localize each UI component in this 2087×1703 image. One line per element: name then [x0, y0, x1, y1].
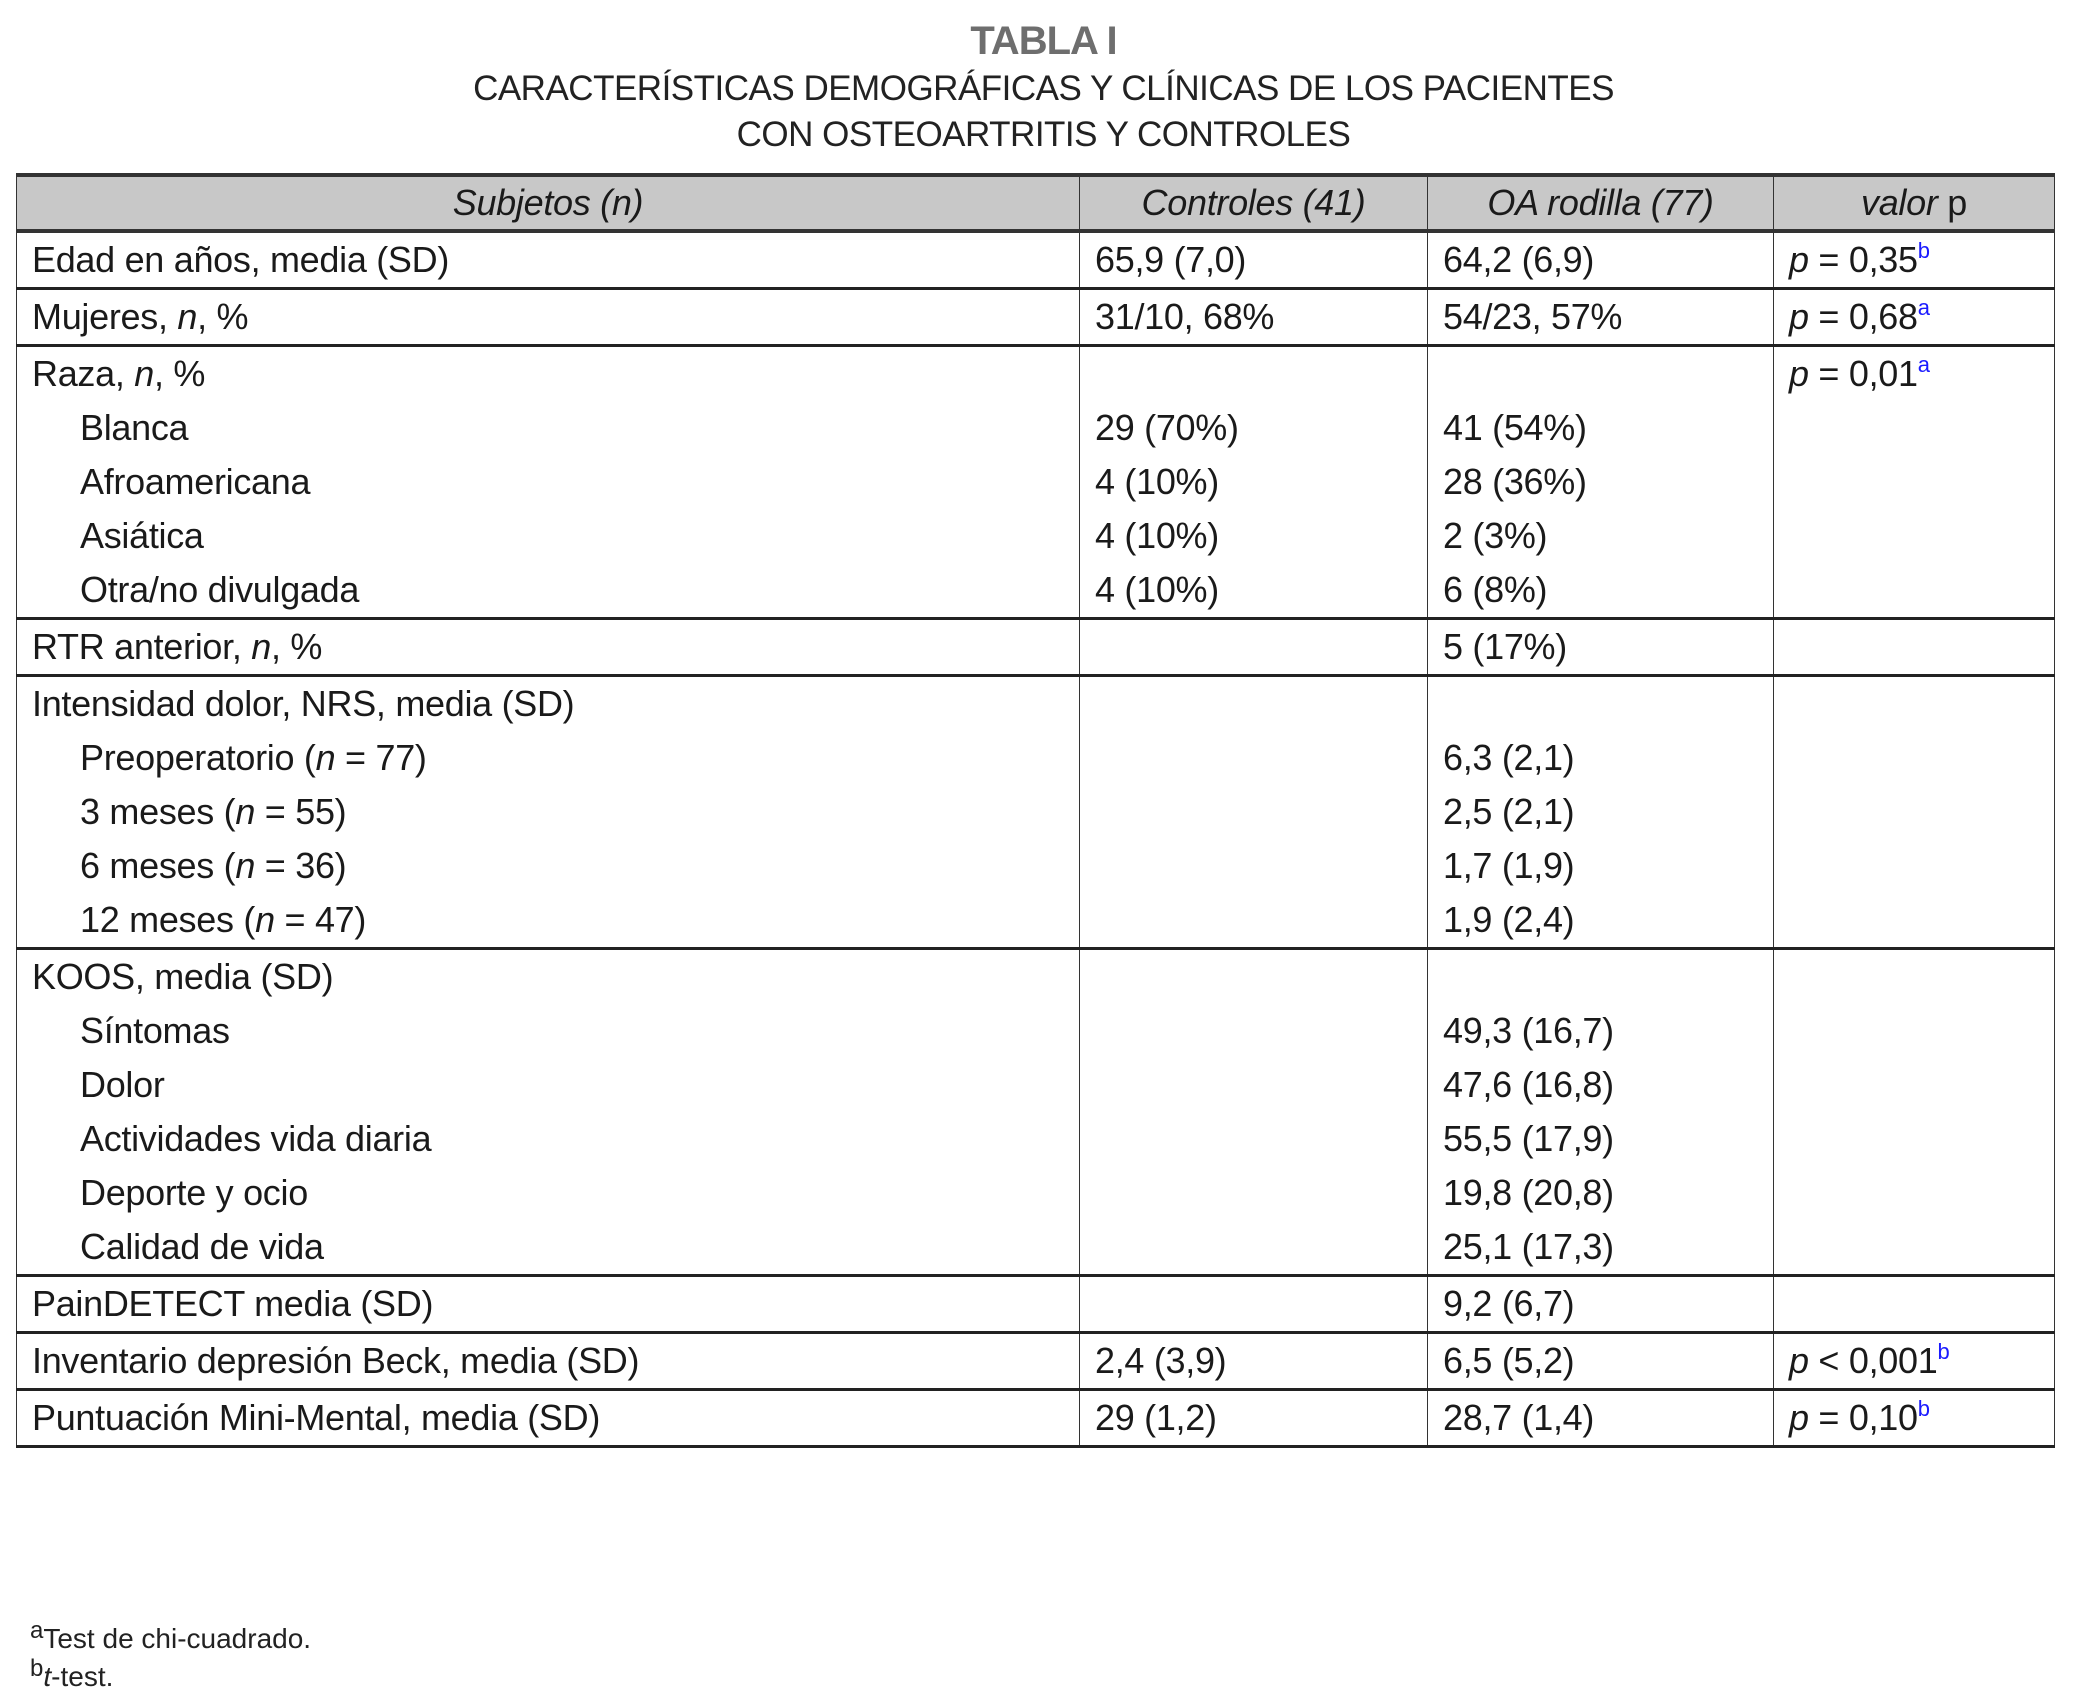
- oa-cell: [1428, 676, 1774, 949]
- footnote-mark: a: [1917, 295, 1930, 320]
- label-text: Otra/no divulgada: [80, 569, 360, 610]
- oa-cell: [1428, 1276, 1774, 1333]
- p-value: [1789, 290, 2054, 344]
- label-text: Blanca: [80, 407, 189, 448]
- p-symbol: p: [1789, 1397, 1809, 1438]
- label-text: Deporte y ocio: [80, 1172, 308, 1213]
- oa-cell: [1428, 619, 1774, 676]
- label-text: Dolor: [80, 1064, 165, 1105]
- controls-cell: [1080, 619, 1428, 676]
- footnote-mark: b: [1917, 238, 1930, 263]
- label-text: 6 meses (: [80, 845, 236, 886]
- pvalue-cell: [1774, 1390, 2055, 1447]
- italic-n: n: [315, 737, 336, 778]
- controls-value: [1095, 1058, 1427, 1112]
- row-label: [32, 233, 1079, 287]
- italic-n: n: [235, 845, 256, 886]
- controls-value: [1095, 1277, 1427, 1331]
- p-value: [1789, 1220, 2054, 1274]
- label-text: PainDETECT media (SD): [32, 1283, 434, 1324]
- row-label: [32, 677, 1079, 731]
- p-value-text: = 0,68: [1808, 296, 1918, 337]
- row-label: [32, 1004, 1079, 1058]
- controls-value: [1095, 785, 1427, 839]
- oa-cell: [1428, 1390, 1774, 1447]
- pvalue-header-p: p: [1937, 182, 1967, 223]
- subjects-cell: [17, 289, 1080, 346]
- row-label: [32, 563, 1079, 617]
- footnote-b: [30, 1655, 114, 1694]
- label-text: = 47): [274, 899, 367, 940]
- p-value: [1789, 563, 2054, 617]
- label-text: Actividades vida diaria: [80, 1118, 432, 1159]
- controls-cell: [1080, 676, 1428, 949]
- pvalue-header-italic: valor: [1861, 182, 1938, 223]
- controls-value: [1095, 893, 1427, 947]
- table-title-line-1: CARACTERÍSTICAS DEMOGRÁFICAS Y CLÍNICAS DE LOS PACIENTES: [473, 69, 1614, 108]
- oa-value: 41 (54%): [1443, 407, 1587, 448]
- header-row: [17, 175, 2055, 231]
- row-label: [32, 347, 1079, 401]
- oa-value: 55,5 (17,9): [1443, 1118, 1614, 1159]
- oa-value: 9,2 (6,7): [1443, 1283, 1575, 1324]
- label-text: , %: [153, 353, 206, 394]
- oa-value: 28,7 (1,4): [1443, 1397, 1595, 1438]
- p-value: [1789, 509, 2054, 563]
- pvalue-cell: [1774, 346, 2055, 619]
- oa-value: 1,7 (1,9): [1443, 845, 1575, 886]
- oa-value: 5 (17%): [1443, 626, 1567, 667]
- row-label: [32, 1220, 1079, 1274]
- oa-value: 2,5 (2,1): [1443, 791, 1575, 832]
- p-value-text: < 0,001: [1808, 1340, 1938, 1381]
- p-value: [1789, 1277, 2054, 1331]
- pvalue-cell: [1774, 231, 2055, 289]
- label-text: Asiática: [80, 515, 204, 556]
- controls-cell: [1080, 346, 1428, 619]
- label-text: Síntomas: [80, 1010, 230, 1051]
- p-symbol: p: [1789, 239, 1809, 280]
- oa-value: 19,8 (20,8): [1443, 1172, 1614, 1213]
- controls-value: 2,4 (3,9): [1095, 1340, 1227, 1381]
- label-text: RTR anterior,: [32, 626, 252, 667]
- controls-value: 29 (70%): [1095, 407, 1239, 448]
- footnote-b-mark: b: [30, 1655, 44, 1682]
- controls-value: [1095, 1220, 1427, 1274]
- p-value-text: = 0,01: [1808, 353, 1918, 394]
- controls-value: [1095, 1004, 1427, 1058]
- p-value: [1789, 839, 2054, 893]
- table-row-group: [17, 1390, 2055, 1447]
- oa-value: 25,1 (17,3): [1443, 1226, 1614, 1267]
- label-text: = 55): [255, 791, 347, 832]
- oa-value: 49,3 (16,7): [1443, 1010, 1614, 1051]
- p-value: [1789, 785, 2054, 839]
- italic-n: n: [177, 296, 198, 337]
- row-label: [32, 620, 1079, 674]
- label-text: Puntuación Mini-Mental, media (SD): [32, 1397, 601, 1438]
- controls-value: 31/10, 68%: [1095, 296, 1275, 337]
- table-row-group: [17, 1276, 2055, 1333]
- p-value: [1789, 233, 2054, 287]
- table-number: TABLA I: [970, 19, 1117, 63]
- italic-n: n: [134, 353, 154, 394]
- subjects-cell: [17, 1276, 1080, 1333]
- controls-value: [1095, 839, 1427, 893]
- column-header-controls: Controles (41): [1080, 175, 1428, 231]
- controls-value: [1095, 1166, 1427, 1220]
- label-text: Inventario depresión Beck, media (SD): [32, 1340, 640, 1381]
- footnote-a-text: Test de chi-cuadrado.: [43, 1623, 312, 1654]
- table-row-group: [17, 346, 2055, 619]
- controls-value: 4 (10%): [1095, 569, 1219, 610]
- italic-n: n: [255, 899, 275, 940]
- p-value: [1789, 1391, 2054, 1445]
- label-text: Intensidad dolor, NRS, media (SD): [32, 683, 575, 724]
- label-text: Edad en años, media (SD): [32, 239, 450, 280]
- controls-value: [1095, 1112, 1427, 1166]
- row-label: [32, 401, 1079, 455]
- subjects-cell: [17, 676, 1080, 949]
- row-label: [32, 1277, 1079, 1331]
- label-text: Preoperatorio (: [80, 737, 316, 778]
- subjects-cell: [17, 949, 1080, 1276]
- controls-value: 29 (1,2): [1095, 1397, 1217, 1438]
- label-text: Raza,: [32, 353, 135, 394]
- p-value-text: = 0,10: [1808, 1397, 1918, 1438]
- row-label: [32, 950, 1079, 1004]
- p-value: [1789, 455, 2054, 509]
- p-value: [1789, 401, 2054, 455]
- footnote-b-text: -test.: [51, 1661, 114, 1692]
- subjects-cell: [17, 346, 1080, 619]
- pvalue-cell: [1774, 676, 2055, 949]
- row-label: [32, 1112, 1079, 1166]
- p-value: [1789, 347, 2054, 401]
- row-label: [32, 1166, 1079, 1220]
- pvalue-cell: [1774, 619, 2055, 676]
- column-header-oa: OA rodilla (77): [1428, 175, 1774, 231]
- italic-n: n: [235, 791, 256, 832]
- controls-value: [1095, 620, 1427, 674]
- table-title-line-2: CON OSTEOARTRITIS Y CONTROLES: [736, 115, 1351, 154]
- row-label: [32, 839, 1079, 893]
- oa-value: [1443, 347, 1773, 401]
- p-value: [1789, 1334, 2054, 1388]
- pvalue-cell: [1774, 949, 2055, 1276]
- oa-cell: [1428, 346, 1774, 619]
- row-label: [32, 455, 1079, 509]
- oa-value: 28 (36%): [1443, 461, 1587, 502]
- controls-value: [1095, 347, 1427, 401]
- pvalue-cell: [1774, 289, 2055, 346]
- p-value: [1789, 1058, 2054, 1112]
- oa-value: 47,6 (16,8): [1443, 1064, 1614, 1105]
- oa-value: 6,3 (2,1): [1443, 737, 1575, 778]
- table-row-group: [17, 619, 2055, 676]
- controls-value: 65,9 (7,0): [1095, 239, 1247, 280]
- oa-value: 2 (3%): [1443, 515, 1548, 556]
- p-value: [1789, 1004, 2054, 1058]
- footnote-a-mark: a: [30, 1617, 44, 1644]
- oa-value: 6 (8%): [1443, 569, 1548, 610]
- p-value: [1789, 1166, 2054, 1220]
- p-value: [1789, 677, 2054, 731]
- subjects-cell: [17, 619, 1080, 676]
- label-text: 12 meses (: [80, 899, 256, 940]
- subjects-cell: [17, 1333, 1080, 1390]
- oa-value: 54/23, 57%: [1443, 296, 1623, 337]
- footnote-mark: a: [1917, 352, 1930, 377]
- controls-cell: [1080, 949, 1428, 1276]
- controls-cell: [1080, 231, 1428, 289]
- row-label: [32, 509, 1079, 563]
- footnote-a: [30, 1617, 312, 1656]
- table-row-group: [17, 676, 2055, 949]
- p-symbol: p: [1789, 1340, 1809, 1381]
- p-value: [1789, 950, 2054, 1004]
- p-symbol: p: [1789, 353, 1809, 394]
- pvalue-cell: [1774, 1333, 2055, 1390]
- controls-cell: [1080, 1390, 1428, 1447]
- row-label: [32, 893, 1079, 947]
- oa-value: 64,2 (6,9): [1443, 239, 1595, 280]
- label-text: Mujeres,: [32, 296, 178, 337]
- row-label: [32, 1058, 1079, 1112]
- p-value: [1789, 620, 2054, 674]
- p-value: [1789, 893, 2054, 947]
- controls-value: [1095, 731, 1427, 785]
- label-text: , %: [197, 296, 249, 337]
- oa-cell: [1428, 289, 1774, 346]
- oa-value: [1443, 950, 1773, 1004]
- label-text: KOOS, media (SD): [32, 956, 334, 997]
- column-header-pvalue: [1774, 175, 2055, 231]
- table-row-group: [17, 1333, 2055, 1390]
- controls-cell: [1080, 1276, 1428, 1333]
- row-label: [32, 731, 1079, 785]
- footnote-mark: b: [1937, 1339, 1950, 1364]
- label-text: = 36): [255, 845, 347, 886]
- oa-value: 6,5 (5,2): [1443, 1340, 1575, 1381]
- p-value: [1789, 731, 2054, 785]
- controls-cell: [1080, 1333, 1428, 1390]
- p-symbol: p: [1789, 296, 1809, 337]
- row-label: [32, 785, 1079, 839]
- table-row-group: [17, 289, 2055, 346]
- oa-cell: [1428, 231, 1774, 289]
- p-value-text: = 0,35: [1808, 239, 1918, 280]
- label-text: 3 meses (: [80, 791, 236, 832]
- oa-value: [1443, 677, 1773, 731]
- italic-n: n: [251, 626, 271, 667]
- controls-cell: [1080, 289, 1428, 346]
- oa-cell: [1428, 1333, 1774, 1390]
- footnote-mark: b: [1917, 1396, 1930, 1421]
- characteristics-table: [16, 173, 2055, 1448]
- subjects-cell: [17, 231, 1080, 289]
- oa-cell: [1428, 949, 1774, 1276]
- p-value: [1789, 1112, 2054, 1166]
- controls-value: [1095, 677, 1427, 731]
- table-row-group: [17, 949, 2055, 1276]
- row-label: [32, 290, 1079, 344]
- controls-value: [1095, 950, 1427, 1004]
- oa-value: 1,9 (2,4): [1443, 899, 1575, 940]
- pvalue-cell: [1774, 1276, 2055, 1333]
- label-text: , %: [270, 626, 323, 667]
- label-text: Calidad de vida: [80, 1226, 324, 1267]
- row-label: [32, 1334, 1079, 1388]
- subjects-cell: [17, 1390, 1080, 1447]
- row-label: [32, 1391, 1079, 1445]
- footnote-b-italic: t: [43, 1661, 52, 1692]
- label-text: = 77): [335, 737, 427, 778]
- controls-value: 4 (10%): [1095, 461, 1219, 502]
- label-text: Afroamericana: [80, 461, 311, 502]
- column-header-subjects: Subjetos (n): [17, 175, 1080, 231]
- controls-value: 4 (10%): [1095, 515, 1219, 556]
- table-row-group: [17, 231, 2055, 289]
